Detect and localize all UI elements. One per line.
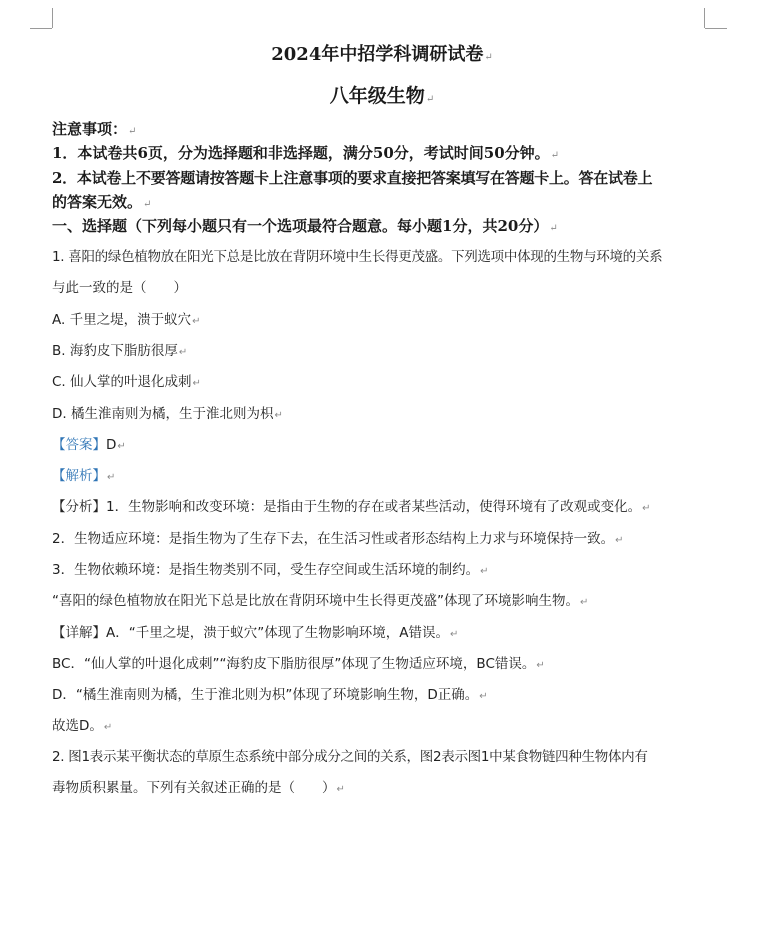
paragraph-mark-icon: ↵ [274,410,283,421]
paragraph-mark-icon: ↵ [143,199,152,210]
crop-mark-tr-vertical [704,8,705,28]
notice-heading-text: 注意事项： [52,120,128,138]
section-1-heading [52,215,712,236]
question-1-stem-line-2 [52,276,712,296]
paragraph-mark-icon: ↵ [549,223,558,234]
question-1-option-c [52,370,712,390]
fenxi-1-text: 1．生物影响和改变环境：是指由于生物的存在或者某些活动，使得环境有了改观或变化。 [106,499,642,515]
paragraph-mark-icon: ↵ [615,535,624,546]
option-a-text: A. 千里之堤，溃于蚁穴 [52,312,192,328]
crop-mark-tl-horizontal [30,28,52,29]
fenxi-tag: 【分析】 [52,499,106,515]
xiangjie-line-bc [52,652,712,672]
xiangjie-a-text: A．“千里之堤，溃于蚁穴”体现了生物影响环境，A错误。 [106,625,449,641]
question-1-stem-line-1 [52,245,712,265]
answer-value: D [106,437,117,453]
notice-item-2-line-1 [52,167,712,188]
paragraph-mark-icon: ↵ [580,597,589,608]
xiangjie-bc-text: BC．“仙人掌的叶退化成刺”“海豹皮下脂肪很厚”体现了生物适应环境，BC错误。 [52,656,536,672]
question-2-stem-line-2 [52,776,712,796]
fenxi-line-4 [52,589,712,609]
paragraph-mark-icon: ↵ [103,722,113,733]
option-b-text: B. 海豹皮下脂肪很厚 [52,343,178,359]
paragraph-mark-icon: ↵ [480,566,489,577]
paragraph-mark-icon: ↵ [192,378,201,389]
conclusion-line [52,714,712,734]
exam-title-text: 2024年中招学科调研试卷 [271,44,484,65]
fenxi-line-3 [52,558,712,578]
fenxi-3-text: 3．生物依赖环境：是指生物类别不同，受生存空间或生活环境的制约。 [52,562,480,578]
paragraph-mark-icon: ↵ [642,503,651,514]
paragraph-mark-icon: ↵ [117,441,126,452]
xiangjie-line-a [52,621,712,641]
paragraph-mark-icon: ↵ [425,94,435,105]
exam-subtitle [52,81,712,108]
xiangjie-line-d [52,683,712,703]
crop-mark-tl-vertical [52,8,53,28]
question-2-stem-a: 2. 图1表示某平衡状态的草原生态系统中部分成分之间的关系，图2表示图1中某食物链四种生物体内有 [52,749,648,765]
analysis-tag: 【解析】 [52,468,106,484]
notice-item-1 [52,142,712,163]
xiangjie-d-text: D．“橘生淮南则为橘，生于淮北则为枳”体现了环境影响生物，D正确。 [52,687,479,703]
answer-line [52,433,712,453]
paragraph-mark-icon: ↵ [550,150,560,161]
paragraph-mark-icon: ↵ [107,472,116,483]
fenxi-line-2 [52,527,712,547]
notice-heading [52,118,712,139]
xiangjie-tag: 【详解】 [52,625,106,641]
notice-item-1-text: 1．本试卷共6页，分为选择题和非选择题，满分50分，考试时间50分钟。 [52,144,550,162]
exam-title [52,40,712,66]
paragraph-mark-icon: ↵ [449,629,459,640]
crop-mark-tr-horizontal [705,28,727,29]
question-1-stem-b: 与此一致的是（ ） [52,280,187,296]
question-1-option-d [52,402,712,422]
notice-item-2a-text: 2．本试卷上不要答题请按答题卡上注意事项的要求直接把答案填写在答题卡上。答在试卷上 [52,169,653,187]
paragraph-mark-icon: ↵ [336,784,345,795]
paragraph-mark-icon: ↵ [192,316,201,327]
answer-tag: 【答案】 [52,437,106,453]
question-1-option-a [52,308,712,328]
paragraph-mark-icon: ↵ [536,660,545,671]
option-c-text: C. 仙人掌的叶退化成刺 [52,374,192,390]
question-1-option-b [52,339,712,359]
conclusion-text: 故选D。 [52,718,103,734]
paragraph-mark-icon: ↵ [178,347,188,358]
paragraph-mark-icon: ↵ [484,52,493,63]
paragraph-mark-icon: ↵ [479,691,488,702]
question-2-stem-b: 毒物质积累量。下列有关叙述正确的是（ ） [52,780,336,796]
fenxi-2-text: 2．生物适应环境：是指生物为了生存下去，在生活习性或者形态结构上力求与环境保持一致。 [52,531,615,547]
option-d-text: D. 橘生淮南则为橘，生于淮北则为枳 [52,406,274,422]
section-1-heading-text: 一、选择题（下列每小题只有一个选项最符合题意。每小题1分，共20分） [52,217,549,235]
analysis-line [52,464,712,484]
exam-subtitle-text: 八年级生物 [329,85,425,107]
question-2-stem-line-1 [52,745,712,765]
notice-item-2-line-2 [52,191,712,212]
fenxi-line-1 [52,495,712,515]
question-1-stem-a: 1. 喜阳的绿色植物放在阳光下总是比放在背阴环境中生长得更茂盛。下列选项中体现的生物与环境的关系 [52,249,663,265]
fenxi-4-text: “喜阳的绿色植物放在阳光下总是比放在背阴环境中生长得更茂盛”体现了环境影响生物。 [52,593,579,609]
paragraph-mark-icon: ↵ [128,126,137,137]
notice-item-2b-text: 的答案无效。 [52,193,143,211]
